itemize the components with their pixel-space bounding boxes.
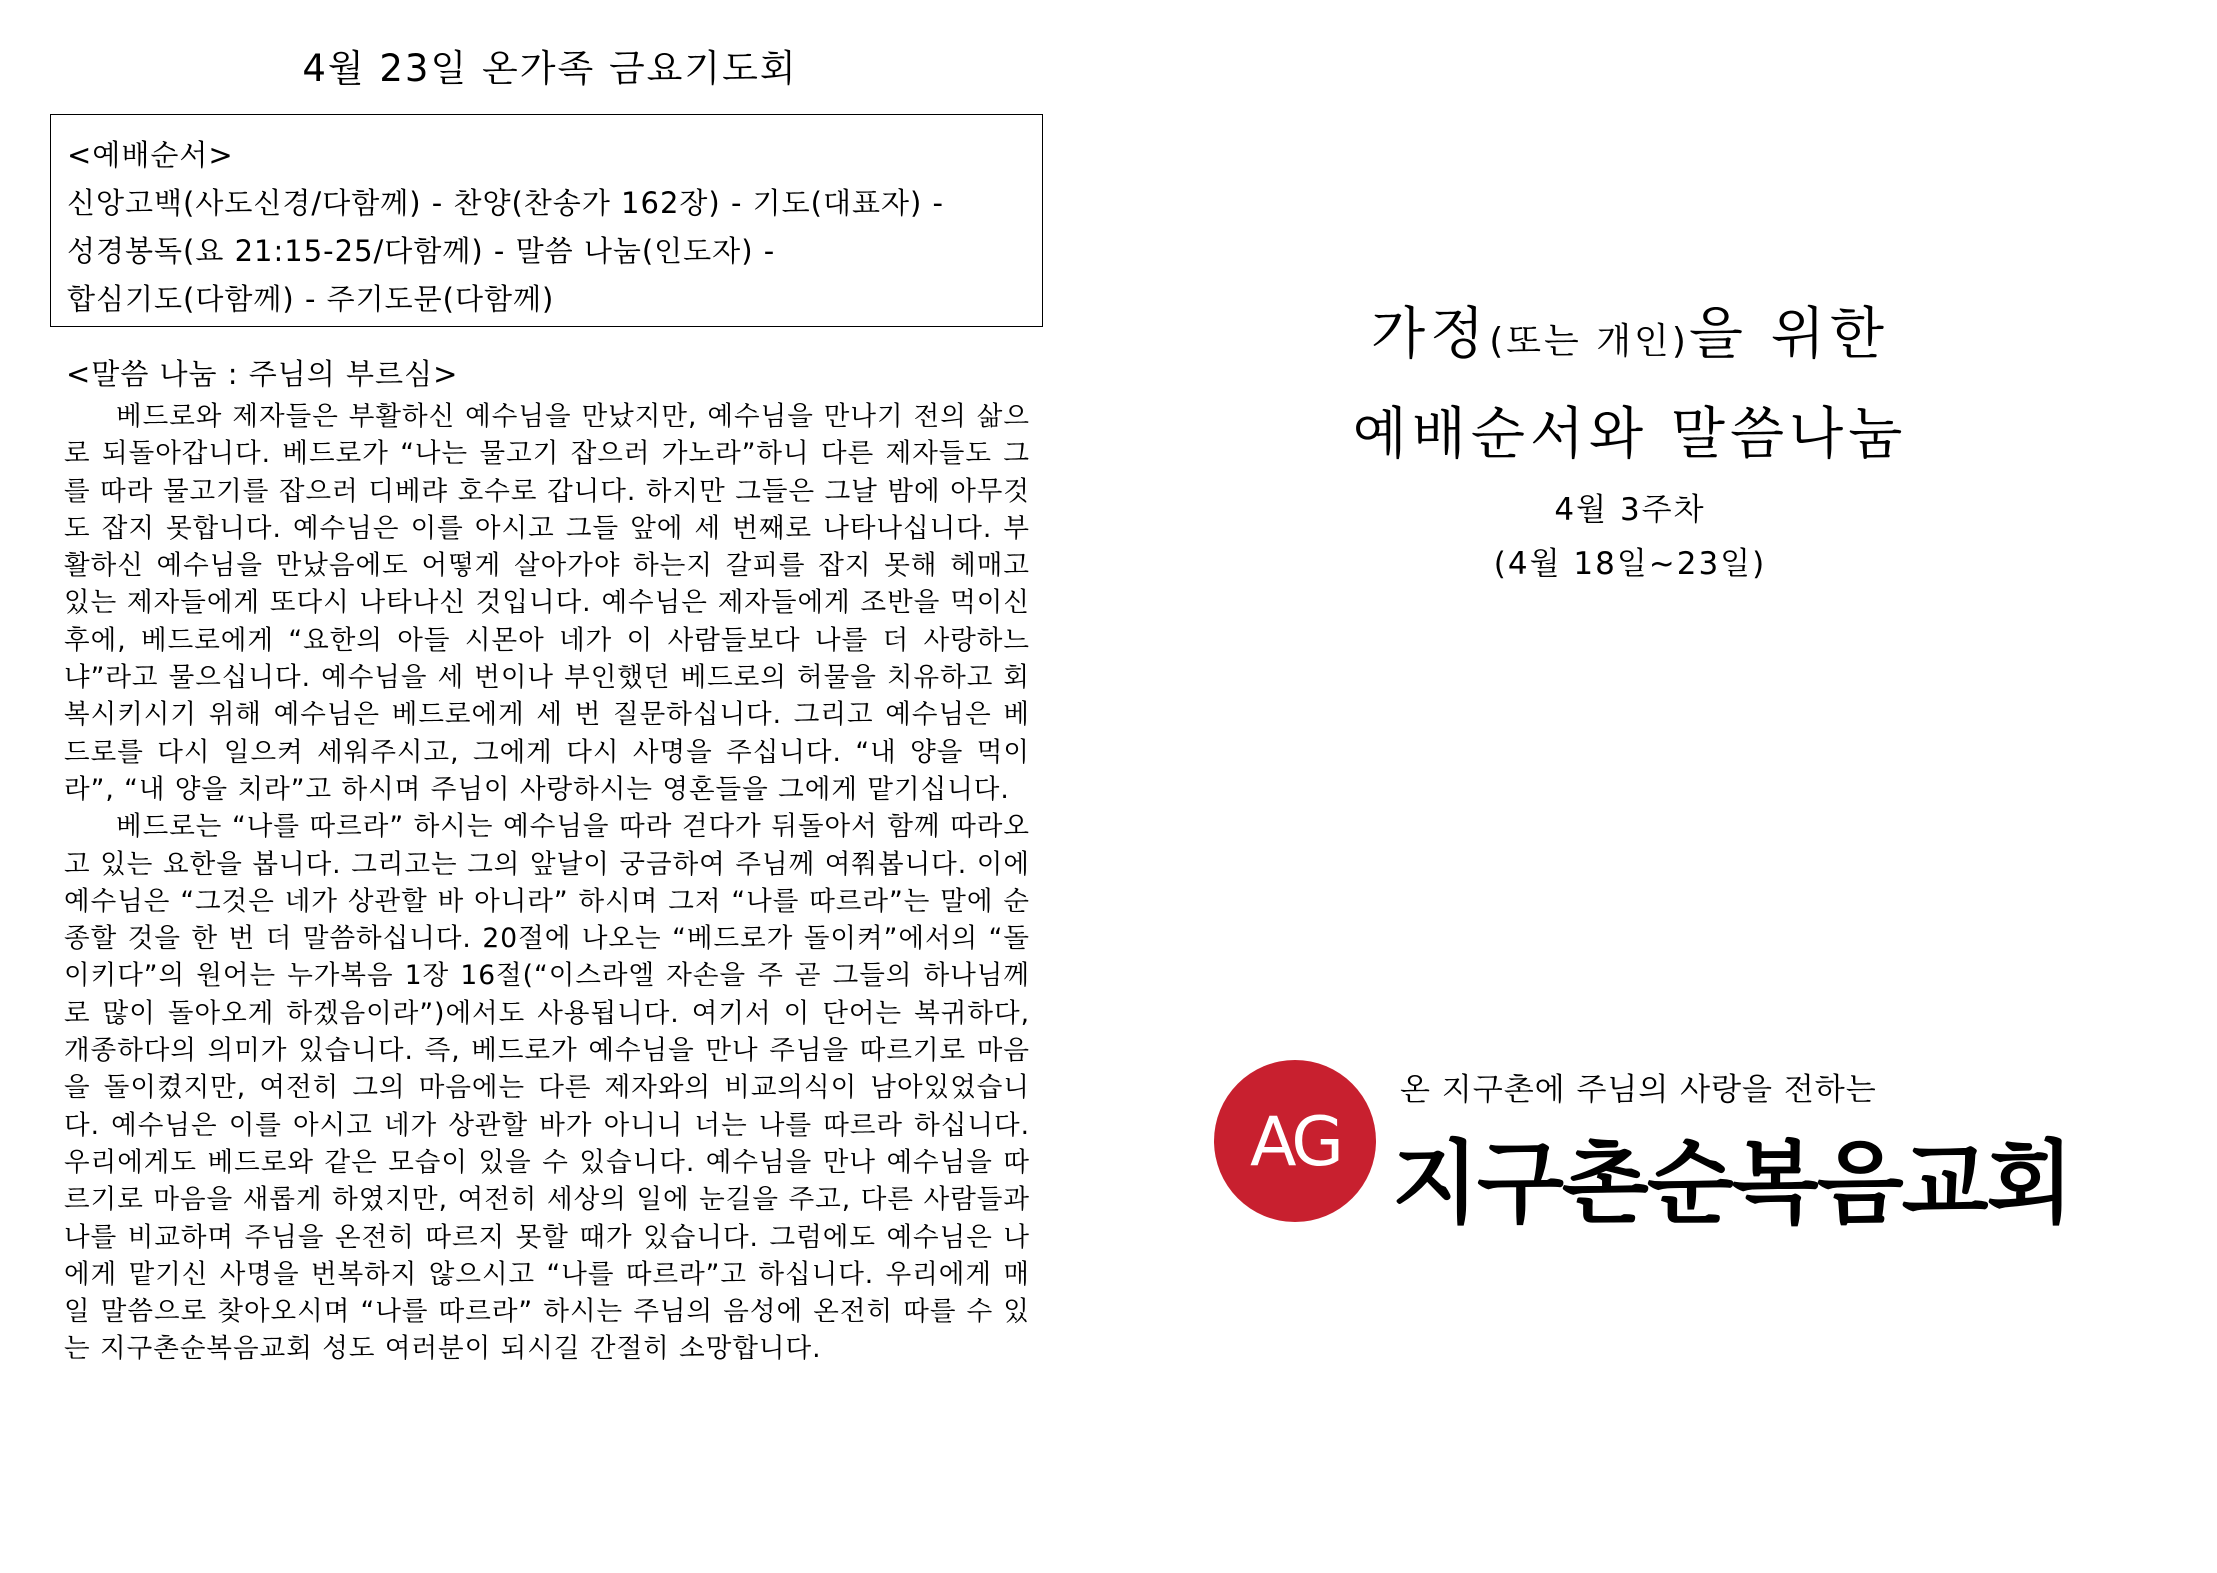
worship-order-line: 합심기도(다함께) - 주기도문(다함께) (67, 282, 555, 316)
page-title: 4월 23일 온가족 금요기도회 (302, 47, 798, 90)
cover-title-line-2: 예배순서와 말씀나눔 (1352, 402, 1908, 467)
logo-mark-text: AG (1249, 1103, 1341, 1182)
worship-order-line: 성경봉독(요 21:15-25/다함께) - 말씀 나눔(인도자) - (67, 234, 776, 268)
logo-slogan: 온 지구촌에 주님의 사랑을 전하는 (1400, 1072, 1877, 1108)
worship-order-box (50, 114, 1043, 327)
cover-title-line-1 (1180, 290, 2080, 370)
cover-week: 4월 3주차 (1554, 492, 1706, 528)
worship-order-line: 신앙고백(사도신경/다함께) - 찬양(찬송가 162장) - 기도(대표자) - (67, 186, 945, 220)
cover-title-suffix: 을 위한 (1688, 302, 1889, 367)
sermon-heading: <말씀 나눔 : 주님의 부르심> (66, 357, 459, 391)
ag-logo-icon (1230, 1091, 1360, 1191)
sermon-paragraph: 베드로와 제자들은 부활하신 예수님을 만났지만, 예수님을 만나기 전의 삶으로 되돌아갑니다. 베드로가 “나는 물고기 잡으러 가노라”하니 다른 제자들도 그를 따라 물고기를 잡으러 디베랴 호수로 갑니다. 하지만 그들은 그날 밤에 아무것도 잡지 못합니다. 예수님은 이를 아시고 그들 앞에 세 번째로 나타나십니다. 부활하신 예수님을 만났음에도 어떻게 살아가야 하는지 갈피를 잡지 못해 헤매고 있는 제자들에게 또다시 나타나신 것입니다. 예수님은 제자들에게 조반을 먹이신 후에, 베드로에게 “요한의 아들 시몬아 네가 이 사람들보다 나를 더 사랑하느냐”라고 물으십니다. 예수님을 세 번이나 부인했던 베드로의 허물을 치유하고 회복시키시기 위해 예수님은 베드로에게 세 번 질문하십니다. 그리고 예수님은 베드로를 다시 일으켜 세워주시고, 그에게 다시 사명을 주십니다. “내 양을 먹이라”, “내 양을 치라”고 하시며 주님이 사랑하시는 영혼들을 그에게 맡기십니다. (64, 401, 1030, 805)
sermon-paragraph: 베드로는 “나를 따르라” 하시는 예수님을 따라 걷다가 뒤돌아서 함께 따라오고 있는 요한을 봅니다. 그리고는 그의 앞날이 궁금하여 주님께 여쭤봅니다. 이에 예수님은 “그것은 네가 상관할 바 아니라” 하시며 그저 “나를 따르라”는 말에 순종할 것을 한 번 더 말씀하십니다. 20절에 나오는 “베드로가 돌이켜”에서의 “돌이키다”의 원어는 누가복음 1장 16절(“이스라엘 자손을 주 곧 그들의 하나님께로 많이 돌아오게 하겠음이라”)에서도 사용됩니다. 여기서 이 단어는 복귀하다, 개종하다의 의미가 있습니다. 즉, 베드로가 예수님을 만나 주님을 따르기로 마음을 돌이켰지만, 여전히 그의 마음에는 다른 제자와의 비교의식이 남아있었습니다. 예수님은 이를 아시고 네가 상관할 바가 아니니 너는 나를 따르라 하십니다. 우리에게도 베드로와 같은 모습이 있을 수 있습니다. 예수님을 만나 예수님을 따르기로 마음을 새롭게 하였지만, 여전히 세상의 일에 눈길을 주고, 다른 사람들과 나를 비교하며 주님을 온전히 따르지 못할 때가 있습니다. 그럼에도 예수님은 나에게 맡기신 사명을 번복하지 않으시고 “나를 따르라”고 하십니다. 우리에게 매일 말씀으로 찾아오시며 “나를 따르라” 하시는 주님의 음성에 온전히 따를 수 있는 지구촌순복음교회 성도 여러분이 되시길 간절히 소망합니다. (64, 811, 1030, 1365)
worship-order-heading: <예배순서> (67, 138, 234, 172)
sermon-body (64, 398, 1030, 1368)
cover-title-paren: (또는 개인) (1489, 321, 1689, 362)
church-name: 지구촌순복음교회 (1392, 1131, 2072, 1236)
church-logo-icon (1214, 1060, 1376, 1222)
cover-dates: (4월 18일~23일) (1493, 546, 1767, 582)
cover-title-main: 가정 (1371, 302, 1490, 367)
